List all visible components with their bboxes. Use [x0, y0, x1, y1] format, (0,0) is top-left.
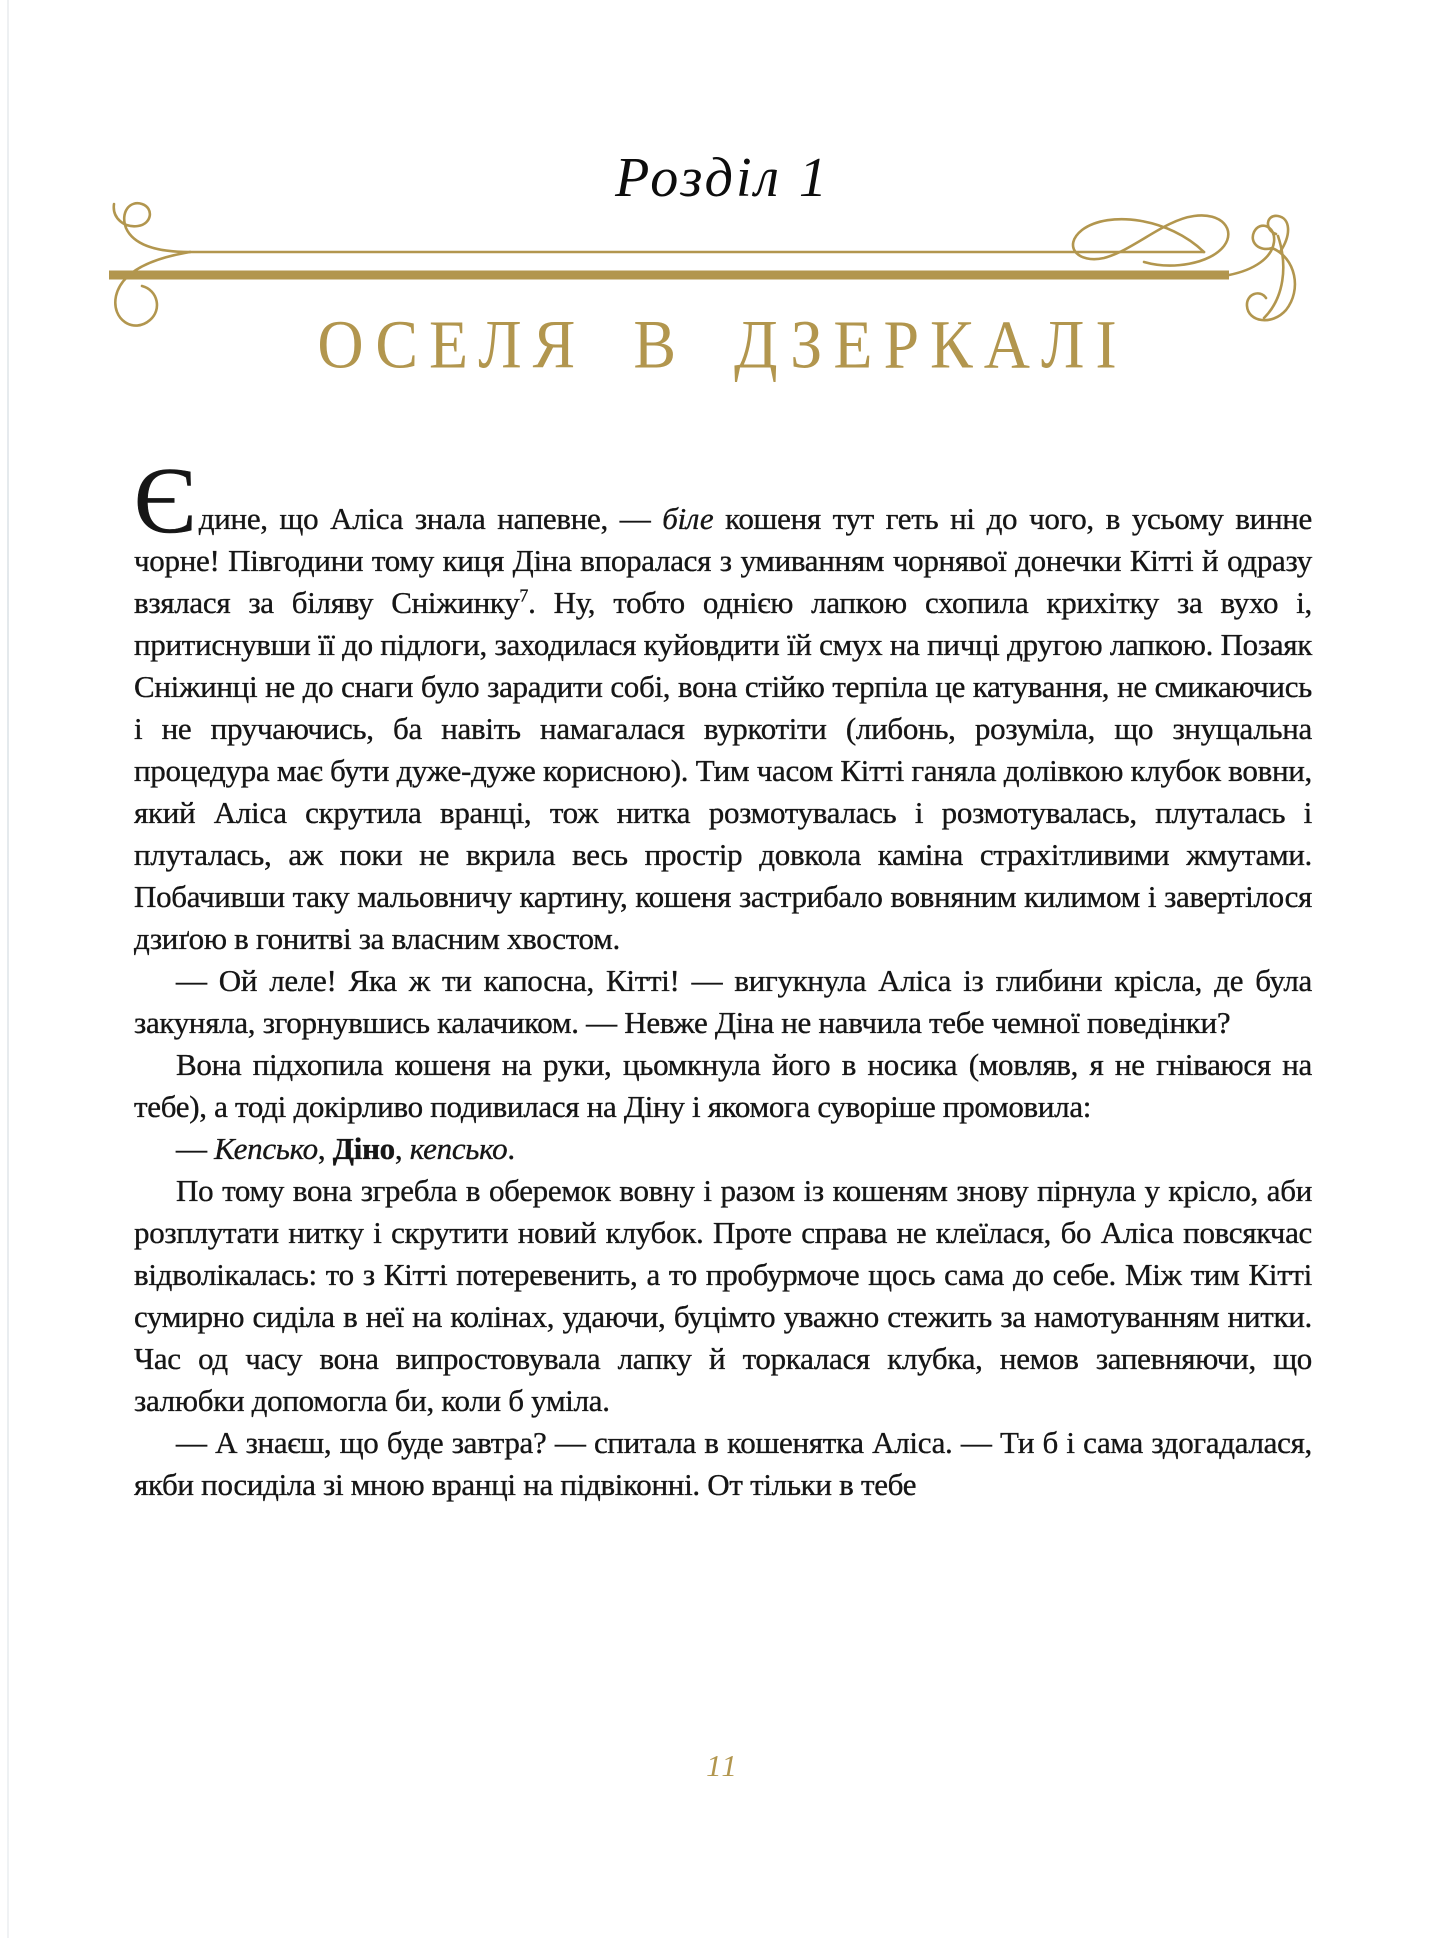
paragraph [134, 960, 1312, 1044]
drop-cap: Є [134, 449, 196, 553]
text-run: — Ой леле! Яка ж ти капосна, Кітті! — вигукнула Аліса із глибини крісла, де була закуняла, згорнувшись калачиком. — Невже Діна не навчила тебе чемної поведінки? [134, 963, 1312, 1040]
text-run: Вона підхопила кошеня на руки, цьомкнула його в носика (мовляв, я не гніваюся на тебе), а тоді докірливо подивилася на Діну і якомога суворіше промовила: [134, 1047, 1312, 1124]
text-run: , [317, 1131, 333, 1166]
text-run: , [394, 1131, 410, 1166]
page-number: 11 [706, 1748, 739, 1783]
text-run: Діно [332, 1131, 395, 1166]
paragraph [134, 1170, 1312, 1422]
text-run: — [176, 1131, 215, 1166]
text-run: кошеня тут геть ні до чого, в усьому винне чорне! Півгодини тому киця Діна впоралася з умиванням чорнявої донечки Кітті й одразу взялася за біляву Сніжинку [134, 501, 1312, 620]
text-run: — А знаєш, що буде завтра? — спитала в кошенятка Аліса. — Ти б і сама здогадалася, якби посиділа зі мною вранці на підвіконні. От тільки в тебе [134, 1425, 1312, 1502]
footnote-marker: 7 [519, 585, 529, 606]
chapter-title: ОСЕЛЯ В ДЗЕРКАЛІ [317, 306, 1128, 383]
text-run: . Ну, тобто однією лапкою схопила крихітку за вухо і, притиснувши її до підлоги, заходилася куйовдити їй смух на пичці другою лапкою. Позаяк Сніжинці не до снаги було зарадити собі, вона стійко терпіла це катування, не смикаючись і не пручаючись, ба навіть намагалася вуркотіти (либонь, розуміла, що знущальна процедура має бути дуже-дуже корисною). Тим часом Кітті ганяла долівкою клубок вовни, який Аліса скрутила вранці, тож нитка розмотувалась і розмотувалась, плуталась і плуталась, аж поки не вкрила весь простір довкола каміна страхітливими жмутами. Побачивши таку мальовничу картину, кошеня застрибало вовняним килимом і завертілося дзиґою в гонитві за власним хвостом. [134, 585, 1312, 956]
paragraph [134, 1422, 1312, 1506]
text-run: кепсько [409, 1131, 508, 1166]
page-scan-edge [7, 0, 9, 1938]
text-run: біле [662, 501, 714, 536]
chapter-label: Розділ 1 [615, 147, 830, 209]
body-text [134, 449, 1312, 1506]
text-run: . [507, 1131, 515, 1166]
text-run: По тому вона згребла в оберемок вовну і разом із кошеням знову пірнула у крісло, аби розплутати нитку і скрутити новий клубок. Проте справа не клеїлася, бо Аліса повсякчас відволікалась: то з Кітті потеревенить, а то пробурмоче щось сама до себе. Між тим Кітті сумирно сиділа в неї на колінах, удаючи, буцімто уважно стежить за намотуванням нитки. Час од часу вона випростовувала лапку й торкалася клубка, немов запевняючи, що залюбки допомогла би, коли б уміла. [134, 1173, 1312, 1418]
text-run: дине, що Аліса знала напевне, — [198, 501, 663, 536]
paragraph [134, 449, 1312, 960]
text-run: Кепсько [214, 1131, 318, 1166]
paragraph [134, 1128, 1312, 1170]
paragraph [134, 1044, 1312, 1128]
